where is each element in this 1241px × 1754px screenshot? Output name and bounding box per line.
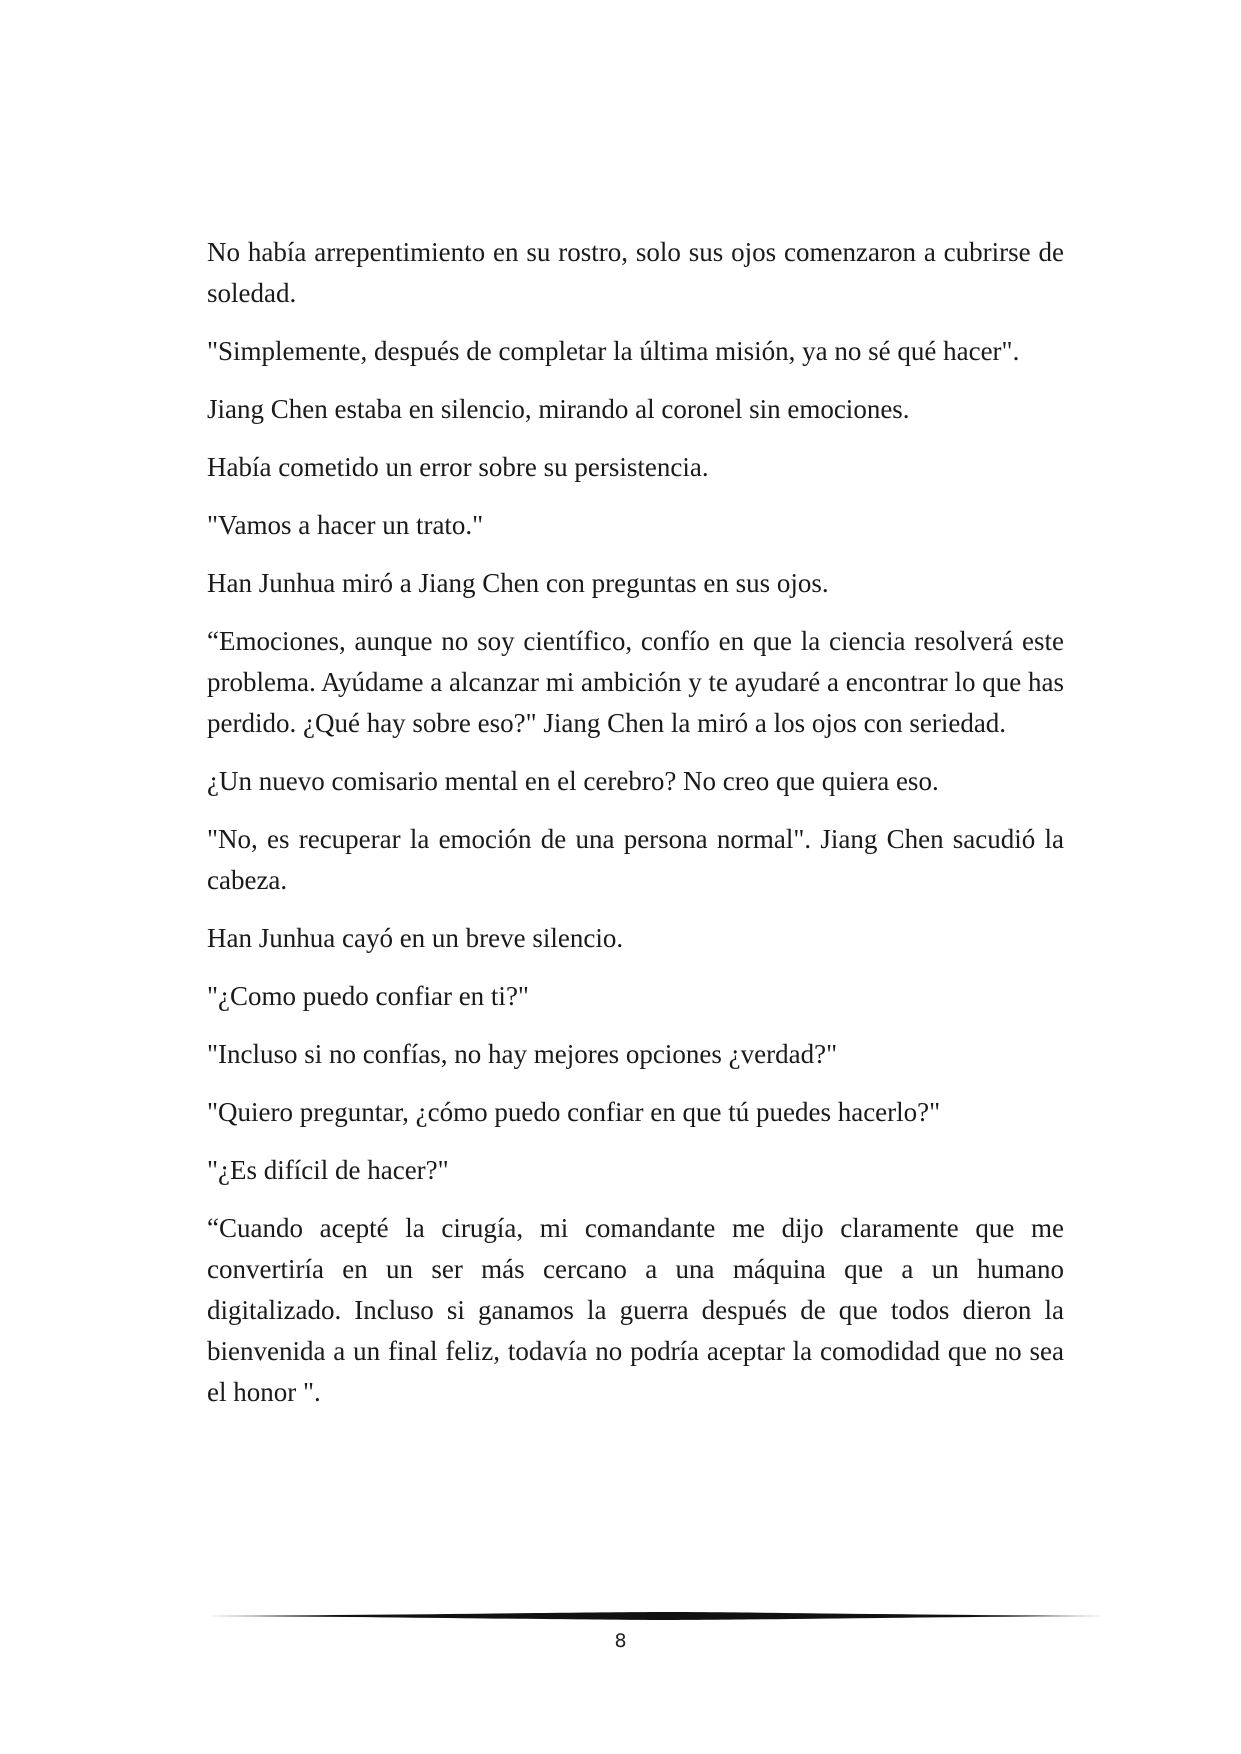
paragraph: "Quiero preguntar, ¿cómo puedo confiar en que tú puedes hacerlo?" xyxy=(207,1097,941,1127)
page-number: 8 xyxy=(614,1630,627,1652)
paragraph: "Simplemente, después de completar la última misión, ya no sé qué hacer". xyxy=(207,336,1020,366)
paragraph: ¿Un nuevo comisario mental en el cerebro? No creo que quiera eso. xyxy=(207,766,939,796)
footer-divider xyxy=(207,1608,1104,1624)
paragraph: No había arrepentimiento en su rostro, solo sus ojos comenzaron a cubrirse de soledad. xyxy=(207,237,1064,308)
text-body xyxy=(207,232,1064,1430)
paragraph: "Incluso si no confías, no hay mejores opciones ¿verdad?" xyxy=(207,1039,838,1069)
paragraph: Jiang Chen estaba en silencio, mirando al coronel sin emociones. xyxy=(207,394,910,424)
paragraph: "¿Como puedo confiar en ti?" xyxy=(207,981,529,1011)
paragraph: "¿Es difícil de hacer?" xyxy=(207,1155,449,1185)
paragraph: Había cometido un error sobre su persistencia. xyxy=(207,452,709,482)
paragraph: “Cuando acepté la cirugía, mi comandante me dijo claramente que me convertiría en un ser más cercano a una máquina que a un humano digitalizado. Incluso si ganamos la guerra después de que todos dieron la bienvenida a un final feliz, todavía no podría aceptar la comodidad que no sea el honor ". xyxy=(207,1213,1064,1407)
paragraph: Han Junhua cayó en un breve silencio. xyxy=(207,923,624,953)
paragraph: “Emociones, aunque no soy científico, confío en que la ciencia resolverá este problema. Ayúdame a alcanzar mi ambición y te ayudaré a encontrar lo que has perdido. ¿Qué hay sobre eso?" Jiang Chen la miró a los ojos con seriedad. xyxy=(207,626,1064,738)
paragraph: "No, es recuperar la emoción de una persona normal". Jiang Chen sacudió la cabeza. xyxy=(207,824,1064,895)
paragraph: Han Junhua miró a Jiang Chen con preguntas en sus ojos. xyxy=(207,568,829,598)
paragraph: "Vamos a hacer un trato." xyxy=(207,510,484,540)
